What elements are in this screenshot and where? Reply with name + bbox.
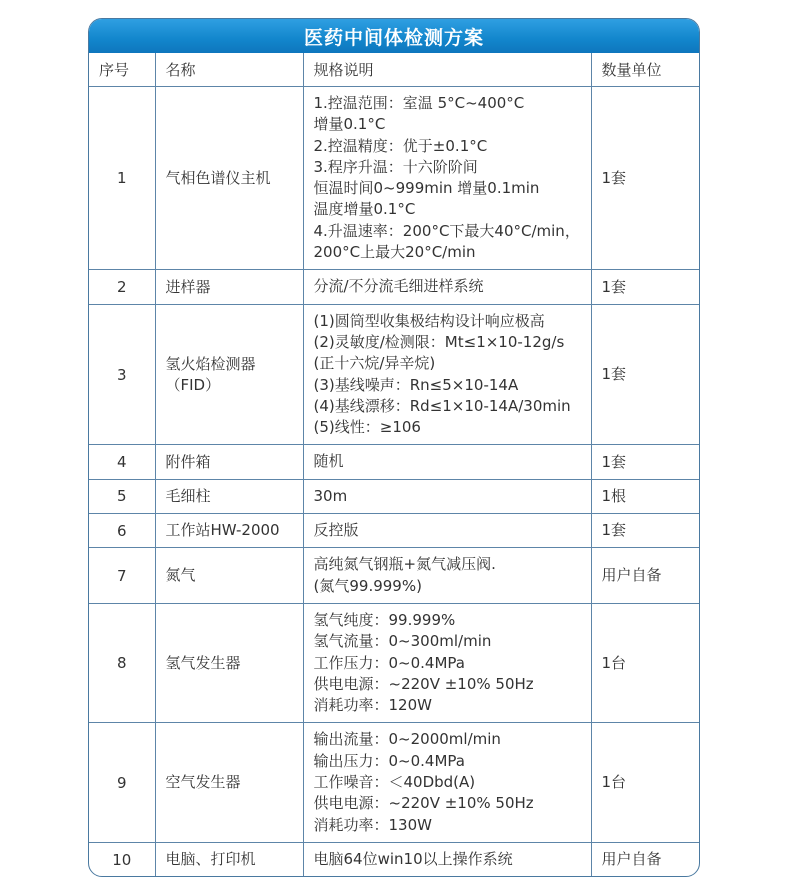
spec-line: (3)基线噪声：Rn≤5×10-14A — [313, 375, 519, 394]
cell-spec — [303, 445, 591, 479]
col-header-qty: 数量单位 — [591, 53, 700, 87]
cell-name: 氮气 — [155, 548, 303, 604]
spec-line: 高纯氮气钢瓶+氮气减压阀. — [313, 555, 496, 574]
cell-name: 进样器 — [155, 270, 303, 304]
cell-no: 4 — [89, 445, 155, 479]
spec-line: 消耗功率：120W — [313, 696, 432, 715]
table-row — [89, 723, 700, 842]
table-row — [89, 270, 700, 304]
table-row — [89, 479, 700, 513]
cell-spec — [303, 514, 591, 548]
spec-line: 1.控温范围：室温 5°C~400°C — [313, 94, 525, 112]
table-title: 医药中间体检测方案 — [303, 26, 484, 49]
cell-no: 5 — [89, 479, 155, 513]
cell-qty: 1台 — [591, 723, 700, 842]
col-header-spec: 规格说明 — [303, 53, 591, 87]
cell-qty: 1套 — [591, 270, 700, 304]
cell-no: 6 — [89, 514, 155, 548]
spec-line: 恒温时间0~999min 增量0.1min — [313, 179, 540, 198]
table-row — [89, 445, 700, 479]
spec-line: 供电电源：~220V ±10% 50Hz — [313, 794, 534, 813]
cell-name: 工作站HW-2000 — [155, 514, 303, 548]
cell-qty: 1套 — [591, 304, 700, 445]
cell-no: 2 — [89, 270, 155, 304]
spec-line: 增量0.1°C — [313, 115, 386, 134]
cell-spec — [303, 304, 591, 445]
spec-line: 供电电源：~220V ±10% 50Hz — [313, 674, 534, 693]
cell-no: 7 — [89, 548, 155, 604]
cell-name: 电脑、打印机 — [155, 842, 303, 876]
spec-line: 工作压力：0~0.4MPa — [313, 653, 465, 672]
spec-line: 消耗功率：130W — [313, 815, 432, 834]
table-body — [89, 87, 700, 877]
spec-line: (2)灵敏度/检测限：Mt≤1×10-12g/s — [313, 332, 565, 351]
spec-line: 温度增量0.1°C — [313, 200, 416, 219]
header-row — [89, 53, 700, 87]
cell-no: 9 — [89, 723, 155, 842]
spec-line: 30m — [313, 486, 348, 505]
col-header-name: 名称 — [155, 53, 303, 87]
table-row — [89, 87, 700, 270]
cell-qty: 1根 — [591, 479, 700, 513]
cell-qty: 1台 — [591, 603, 700, 722]
spec-line: 200°C上最大20°C/min — [313, 243, 476, 262]
cell-name: 附件箱 — [155, 445, 303, 479]
cell-qty: 用户自备 — [591, 842, 700, 876]
spec-line: 随机 — [313, 452, 344, 471]
table-row — [89, 603, 700, 722]
spec-line: 反控版 — [313, 521, 359, 540]
cell-qty: 1套 — [591, 445, 700, 479]
cell-spec — [303, 723, 591, 842]
spec-line: (氮气99.999%) — [313, 576, 422, 595]
table-row — [89, 548, 700, 604]
spec-line: (1)圆筒型收集极结构设计响应极高 — [313, 311, 545, 330]
cell-qty: 1套 — [591, 87, 700, 270]
spec-line: 工作噪音：＜40Dbd(A) — [313, 773, 476, 792]
cell-no: 10 — [89, 842, 155, 876]
cell-spec — [303, 548, 591, 604]
spec-table — [89, 53, 700, 876]
spec-line: 3.程序升温：十六阶阶间 — [313, 157, 478, 176]
cell-no: 1 — [89, 87, 155, 270]
cell-spec — [303, 603, 591, 722]
spec-line: (5)线性：≥106 — [313, 418, 421, 437]
col-header-no: 序号 — [89, 53, 155, 87]
spec-line: 输出流量：0~2000ml/min — [313, 730, 501, 749]
cell-spec — [303, 87, 591, 270]
cell-name: 气相色谱仪主机 — [155, 87, 303, 270]
cell-spec — [303, 270, 591, 304]
spec-line: 电脑64位win10以上操作系统 — [313, 849, 513, 868]
spec-line: 2.控温精度：优于±0.1°C — [313, 136, 488, 155]
cell-name: 空气发生器 — [155, 723, 303, 842]
spec-line: 氢气纯度：99.999% — [313, 610, 456, 629]
cell-name: 毛细柱 — [155, 479, 303, 513]
spec-line: 氢气流量：0~300ml/min — [313, 632, 492, 651]
cell-no: 3 — [89, 304, 155, 445]
spec-line: 输出压力：0~0.4MPa — [313, 751, 465, 770]
detection-plan-table — [88, 18, 700, 877]
spec-line: (正十六烷/异辛烷) — [313, 354, 436, 373]
table-row — [89, 304, 700, 445]
cell-qty: 用户自备 — [591, 548, 700, 604]
spec-line: (4)基线漂移：Rd≤1×10-14A/30min — [313, 396, 571, 415]
table-row — [89, 514, 700, 548]
table-row — [89, 842, 700, 876]
cell-name: 氢气发生器 — [155, 603, 303, 722]
cell-spec — [303, 842, 591, 876]
spec-line: 分流/不分流毛细进样系统 — [313, 277, 484, 296]
cell-qty: 1套 — [591, 514, 700, 548]
spec-line: 4.升温速率：200°C下最大40°C/min， — [313, 221, 580, 240]
cell-no: 8 — [89, 603, 155, 722]
cell-spec — [303, 479, 591, 513]
cell-name: 氢火焰检测器（FID） — [155, 304, 303, 445]
table-title-band — [89, 19, 699, 53]
